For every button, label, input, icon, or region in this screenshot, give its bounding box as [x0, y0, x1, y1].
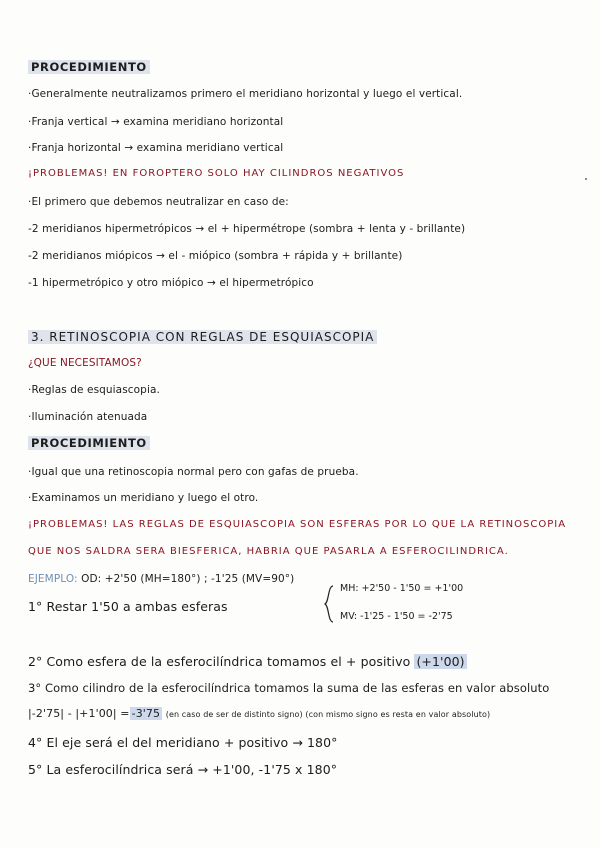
- step-4: 4° El eje será el del meridiano + positivo → 180°: [28, 735, 338, 750]
- step-5: 5° La esferocilíndrica será → +1'00, -1'75 x 180°: [28, 762, 338, 777]
- text-line: ·Generalmente neutralizamos primero el meridiano horizontal y luego el vertical.: [28, 88, 463, 100]
- section-title-procedimiento: PROCEDIMIENTO: [28, 60, 150, 74]
- text-line: ·Franja vertical → examina meridiano horizontal: [28, 116, 284, 128]
- text-line: -1 hipermetrópico y otro miópico → el hipermetrópico: [28, 277, 314, 289]
- text-line: ·Reglas de esquiascopia.: [28, 384, 160, 396]
- subheading-necesitamos: ¿QUE NECESITAMOS?: [28, 357, 142, 369]
- section-title-retinoscopia: 3. RETINOSCOPIA CON REGLAS DE ESQUIASCOPIA: [28, 330, 377, 344]
- step-3: 3° Como cilindro de la esferocilíndrica tomamos la suma de las esferas en valor absoluto: [28, 681, 550, 695]
- text-line: -2 meridianos hipermetrópicos → el + hipermétrope (sombra + lenta y - brillante): [28, 223, 466, 235]
- section-title-procedimiento-2: PROCEDIMIENTO: [28, 436, 150, 450]
- example-line: EJEMPLO: OD: +2'50 (MH=180°) ; -1'25 (MV=90°): [28, 573, 295, 585]
- text-line: ·El primero que debemos neutralizar en caso de:: [28, 196, 289, 208]
- mv-result: MV: -1'25 - 1'50 = -2'75: [340, 611, 453, 622]
- problem-note: ¡PROBLEMAS! LAS REGLAS DE ESQUIASCOPIA SON ESFERAS POR LO QUE LA RETINOSCOPIA: [28, 519, 567, 530]
- text-line: ·Examinamos un meridiano y luego el otro.: [28, 492, 259, 504]
- text-line: -2 meridianos miópicos → el - miópico (sombra + rápida y + brillante): [28, 250, 403, 262]
- step-2: 2° Como esfera de la esferocilíndrica tomamos el + positivo (+1'00): [28, 654, 465, 669]
- problem-note: QUE NOS SALDRA SERA BIESFERICA, HABRIA QUE PASARLA A ESFEROCILINDRICA.: [28, 546, 509, 557]
- step-1: 1° Restar 1'50 a ambas esferas: [28, 599, 228, 614]
- text-line: ·Igual que una retinoscopia normal pero con gafas de prueba.: [28, 466, 359, 478]
- calc-line: |-2'75| - |+1'00| = -3'75 (en caso de ser de distinto signo) (con mismo signo es resta en valor absoluto): [28, 707, 491, 720]
- mh-result: MH: +2'50 - 1'50 = +1'00: [340, 583, 464, 594]
- brace-icon: [324, 585, 334, 623]
- problem-note: ¡PROBLEMAS! EN FOROPTERO SOLO HAY CILINDROS NEGATIVOS: [28, 168, 405, 179]
- text-line: ·Franja horizontal → examina meridiano vertical: [28, 142, 284, 154]
- text-line: ·Iluminación atenuada: [28, 411, 148, 423]
- stray-dot: [585, 178, 587, 180]
